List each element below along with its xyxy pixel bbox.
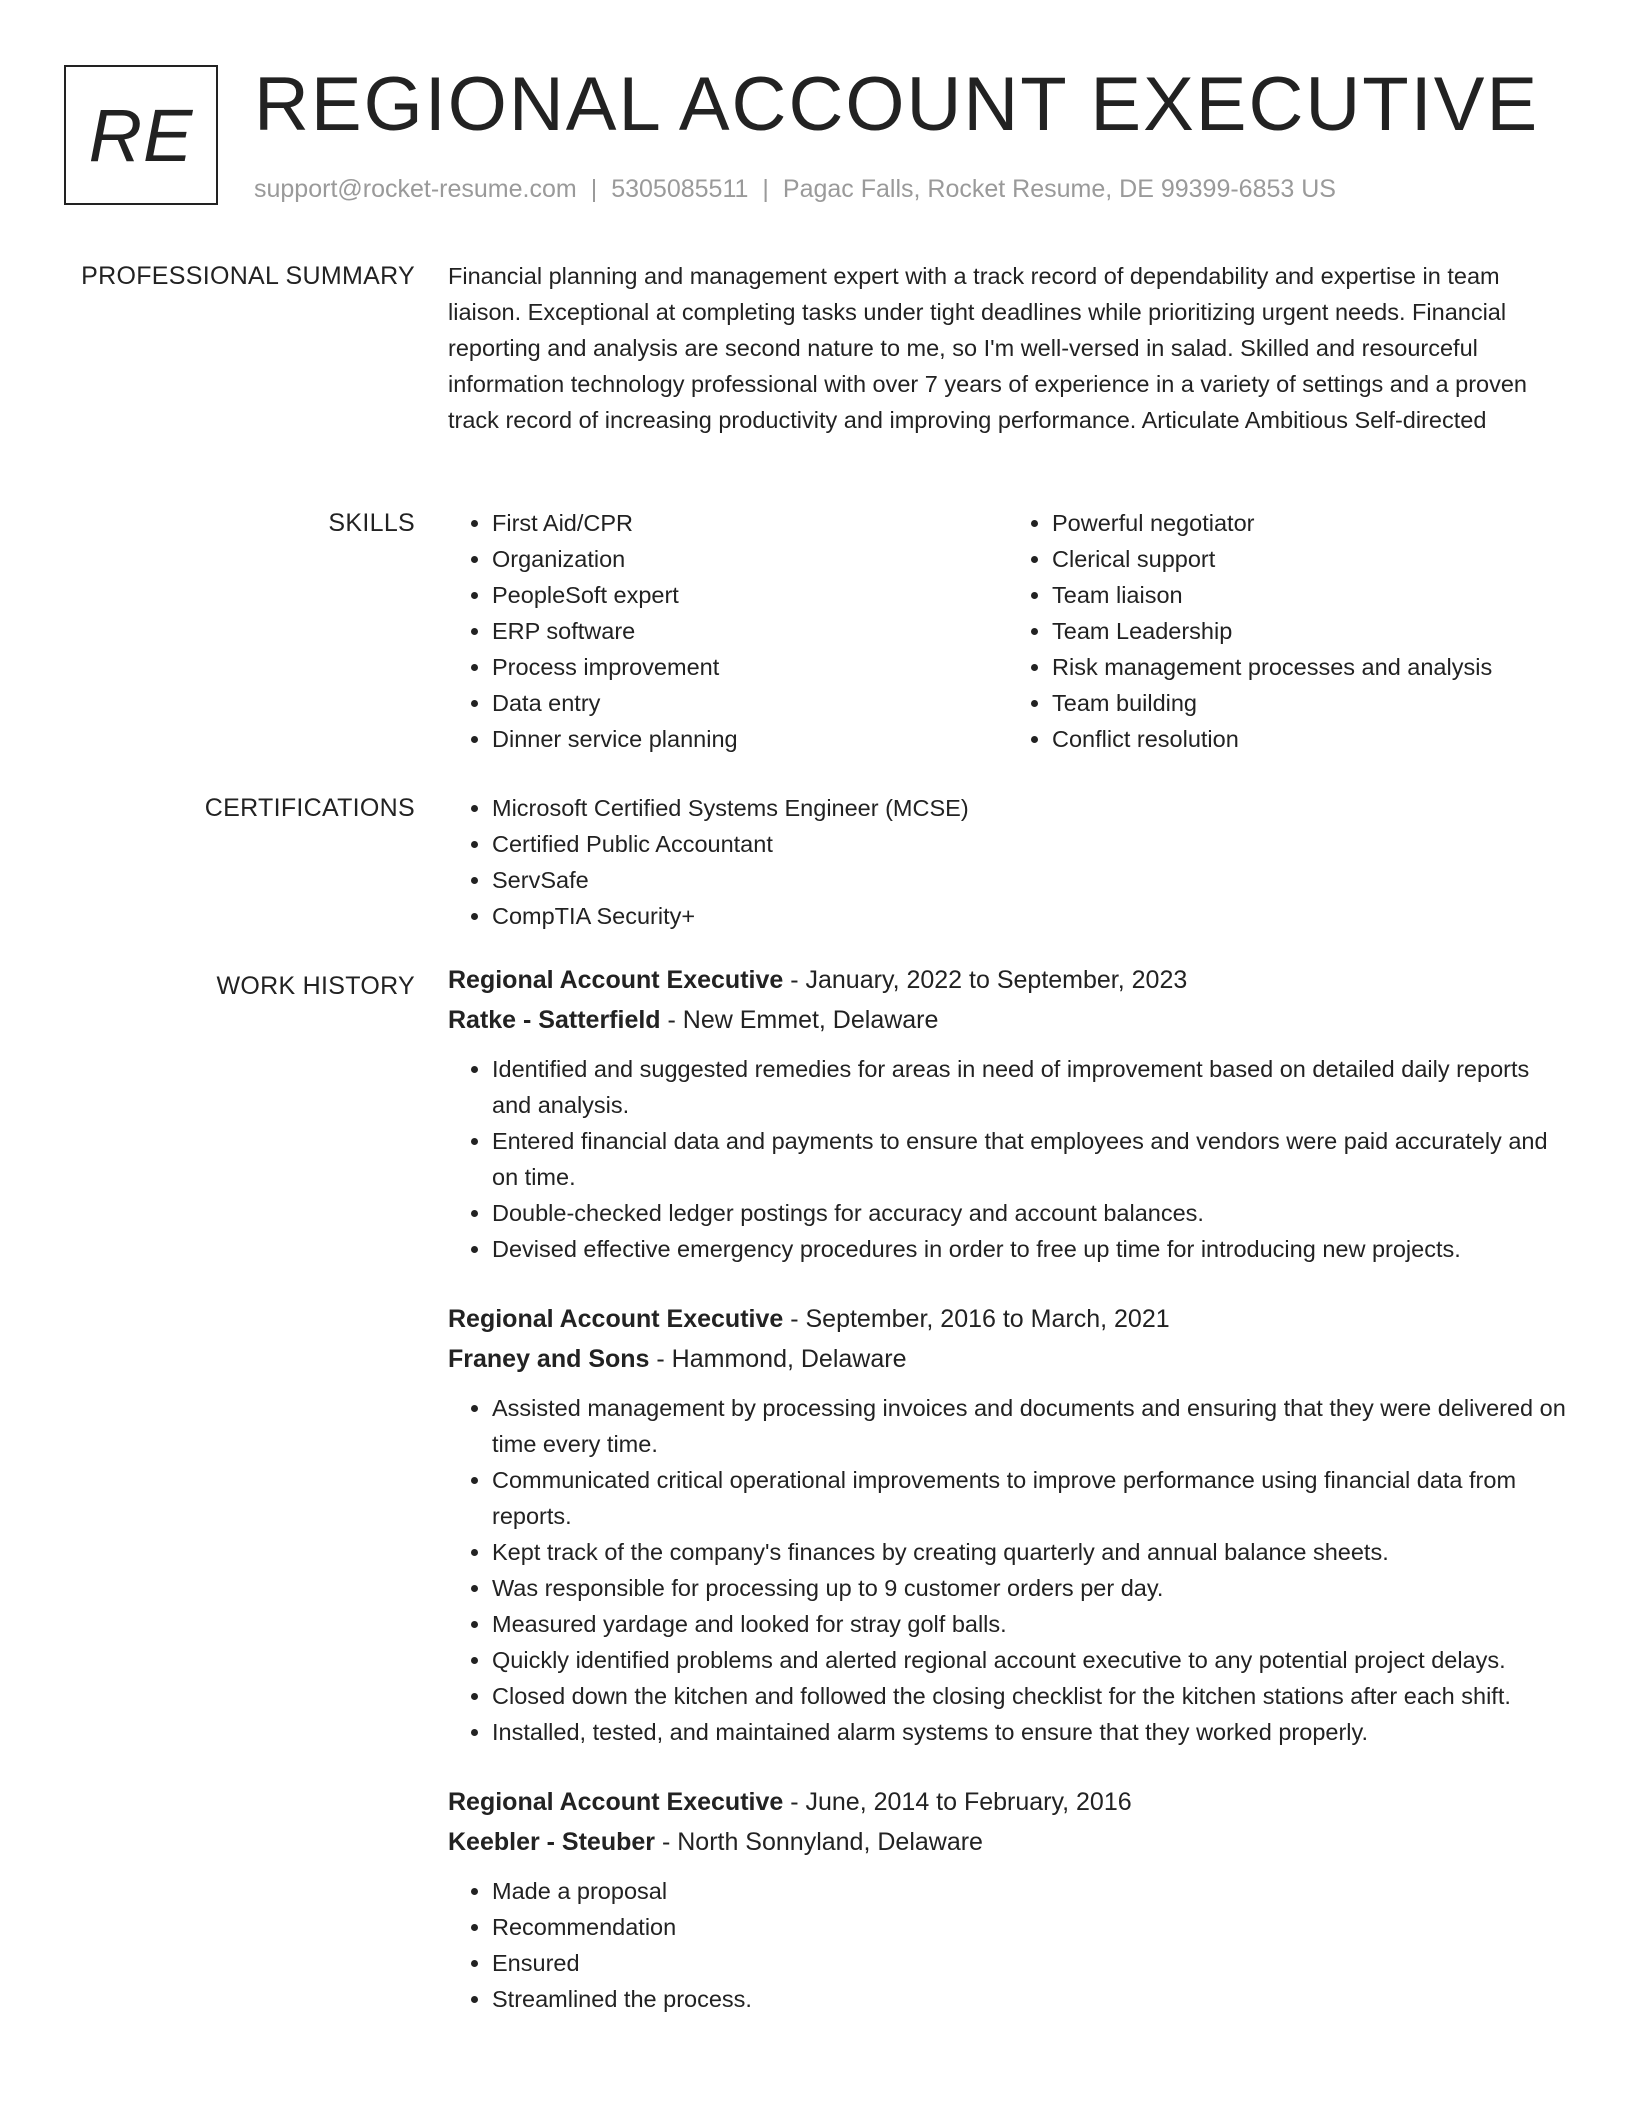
job-bullet: • Assisted management by processing invoices and documents and ensuring that they were delivered on time every time. [492, 1390, 1568, 1462]
contact-address: Pagac Falls, Rocket Resume, DE 99399-6853 US [782, 175, 1336, 203]
skills-columns [448, 505, 1568, 757]
section-label-skills: SKILLS [328, 509, 415, 537]
job-location: - Hammond, Delaware [649, 1345, 907, 1373]
skills-body [448, 505, 1568, 757]
job-bullet: • Made a proposal [492, 1873, 1568, 1909]
job-bullet: • Entered financial data and payments to ensure that employees and vendors were paid accurately and on time. [492, 1123, 1568, 1195]
job-bullet: • Streamlined the process. [492, 1981, 1568, 2017]
skills-list-right [1008, 505, 1568, 757]
job-location: - North Sonnyland, Delaware [655, 1828, 983, 1856]
job-bullet: • Installed, tested, and maintained alarm systems to ensure that they worked properly. [492, 1714, 1568, 1750]
skills-list-left [448, 505, 1008, 757]
job-title-line [448, 960, 1568, 1000]
certifications-body [448, 790, 1568, 934]
job-bullet: • Ensured [492, 1945, 1568, 1981]
job-entry [448, 1299, 1568, 1750]
certifications-list [448, 790, 1568, 934]
job-title: Regional Account Executive [448, 966, 784, 994]
job-bullets [448, 1051, 1568, 1267]
job-company: Keebler - Steuber [448, 1828, 656, 1856]
skill-item: • Data entry [492, 685, 1008, 721]
skill-item: • Powerful negotiator [1052, 505, 1568, 541]
skill-item: • Conflict resolution [1052, 721, 1568, 757]
section-label-summary: PROFESSIONAL SUMMARY [81, 262, 415, 290]
job-location: - New Emmet, Delaware [660, 1006, 939, 1034]
skill-item: • ERP software [492, 613, 1008, 649]
job-title-line [448, 1782, 1568, 1822]
job-bullet: • Quickly identified problems and alerted regional account executive to any potential project delays. [492, 1642, 1568, 1678]
job-bullet: • Recommendation [492, 1909, 1568, 1945]
summary-body [448, 258, 1568, 438]
job-entry [448, 1782, 1568, 2017]
job-company-line [448, 1339, 1568, 1379]
contact-line [254, 173, 1336, 205]
job-company: Franey and Sons [448, 1345, 650, 1373]
skill-item: • Team liaison [1052, 577, 1568, 613]
skill-item: • Team Leadership [1052, 613, 1568, 649]
job-dates: - January, 2022 to September, 2023 [783, 966, 1188, 994]
job-bullet: • Closed down the kitchen and followed the closing checklist for the kitchen stations after each shift. [492, 1678, 1568, 1714]
certification-item: • CompTIA Security+ [492, 898, 1568, 934]
skill-item: • Clerical support [1052, 541, 1568, 577]
job-bullet: • Measured yardage and looked for stray golf balls. [492, 1606, 1568, 1642]
certification-item: • ServSafe [492, 862, 1568, 898]
job-bullet: • Communicated critical operational improvements to improve performance using financial data from reports. [492, 1462, 1568, 1534]
resume-header [64, 62, 1564, 211]
job-bullet: • Identified and suggested remedies for areas in need of improvement based on detailed daily reports and analysis. [492, 1051, 1568, 1123]
work-history-body [448, 960, 1568, 2049]
monogram-logo: RE [64, 65, 218, 205]
skill-item: • Process improvement [492, 649, 1008, 685]
certification-item: • Certified Public Accountant [492, 826, 1568, 862]
contact-separator: | [590, 175, 598, 203]
job-bullets [448, 1873, 1568, 2017]
job-bullet: • Kept track of the company's finances by creating quarterly and annual balance sheets. [492, 1534, 1568, 1570]
job-bullet: • Was responsible for processing up to 9 customer orders per day. [492, 1570, 1568, 1606]
job-bullet: • Devised effective emergency procedures in order to free up time for introducing new projects. [492, 1231, 1568, 1267]
job-dates: - September, 2016 to March, 2021 [783, 1305, 1170, 1333]
skill-item: • Risk management processes and analysis [1052, 649, 1568, 685]
contact-email[interactable]: support@rocket-resume.com [254, 175, 577, 203]
skill-item: • PeopleSoft expert [492, 577, 1008, 613]
skill-item: • Dinner service planning [492, 721, 1008, 757]
job-company-line [448, 1822, 1568, 1862]
skill-item: • Organization [492, 541, 1008, 577]
skill-item: • Team building [1052, 685, 1568, 721]
contact-separator: | [762, 175, 769, 203]
certification-item: • Microsoft Certified Systems Engineer (MCSE) [492, 790, 1568, 826]
job-company-line [448, 1000, 1568, 1040]
job-bullet: • Double-checked ledger postings for accuracy and account balances. [492, 1195, 1568, 1231]
section-label-certifications: CERTIFICATIONS [204, 794, 415, 822]
contact-phone[interactable]: 5305085511 [611, 175, 749, 203]
job-entry [448, 960, 1568, 1267]
job-company: Ratke - Satterfield [448, 1006, 661, 1034]
resume-title: REGIONAL ACCOUNT EXECUTIVE [254, 62, 1540, 147]
job-dates: - June, 2014 to February, 2016 [783, 1788, 1132, 1816]
job-title: Regional Account Executive [448, 1788, 784, 1816]
section-label-work-history: WORK HISTORY [216, 972, 415, 1000]
skill-item: • First Aid/CPR [492, 505, 1008, 541]
job-title: Regional Account Executive [448, 1305, 784, 1333]
job-title-line [448, 1299, 1568, 1339]
job-bullets [448, 1390, 1568, 1750]
summary-text: Financial planning and management expert with a track record of dependability and expertise in team liaison. Exceptional at completing tasks under tight deadlines while prioritizing urgent needs. Financial reporting and analysis are second nature to me, so I'm well-versed in salad. Skilled and resourceful information technology professional with over 7 years of experience in a variety of settings and a proven track record of increasing productivity and improving performance. Articulate Ambitious Self-directed [448, 263, 1527, 433]
